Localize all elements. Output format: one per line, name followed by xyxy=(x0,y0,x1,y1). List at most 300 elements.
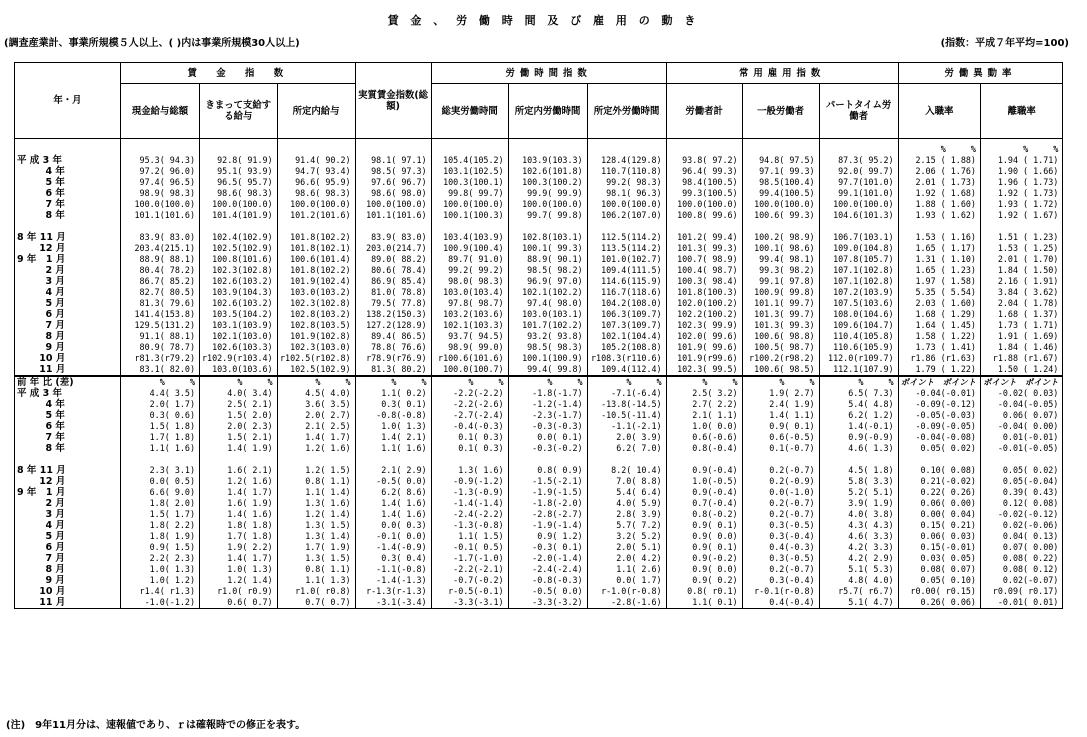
index-value-cell: 112.1(107.9) xyxy=(833,364,894,374)
yoy-value-cell: 2.0( 2.7) xyxy=(305,410,351,420)
index-value-cell: 106.7(103.1) xyxy=(833,232,894,242)
index-value-cell: 91.1( 88.1) xyxy=(139,331,195,341)
yoy-value-cell: 1.4( 2.1) xyxy=(381,432,427,442)
yoy-value-cell: 0.8( 0.9) xyxy=(537,465,583,475)
index-value-cell: 106.2(107.0) xyxy=(601,210,662,220)
yoy-value-cell: r-1.3(r-1.3) xyxy=(366,586,427,596)
index-value-cell: 101.9(102.4) xyxy=(290,276,351,286)
index-value-cell: 100.0(100.0) xyxy=(833,199,894,209)
index-value-cell: r78.9(r76.9) xyxy=(366,353,427,363)
period-label xyxy=(17,454,118,465)
yoy-value-cell: 1.3( 1.5) xyxy=(305,520,351,530)
index-value-cell: 98.6( 98.0) xyxy=(371,188,427,198)
index-value-cell: 5.35 ( 5.54) xyxy=(915,287,976,297)
yoy-value-cell: -0.5( 0.0) xyxy=(376,476,427,486)
index-value-cell: 100.6( 99.3) xyxy=(754,210,815,220)
yoy-value-cell: 1.8( 2.2) xyxy=(149,520,195,530)
index-value-cell: 100.0(100.0) xyxy=(366,199,427,209)
index-value-cell: 96.9( 97.0) xyxy=(527,276,583,286)
index-value-cell: 1.68 ( 1.29) xyxy=(915,309,976,319)
yoy-value-cell: 1.4( 1.7) xyxy=(227,487,273,497)
yoy-value-cell: 1.2( 1.4) xyxy=(305,509,351,519)
index-value-cell: 98.6( 98.3) xyxy=(217,188,273,198)
period-label: 4 年 xyxy=(17,166,65,177)
index-value-cell: 103.2(103.6) xyxy=(443,309,504,319)
index-value-cell: 80.4( 78.2) xyxy=(139,265,195,275)
yoy-value-cell: r0.09( r0.17) xyxy=(992,586,1059,596)
index-value-cell: 86.7( 85.2) xyxy=(139,276,195,286)
yoy-col-part-time-workers xyxy=(819,376,898,609)
yoy-period-column xyxy=(15,376,121,609)
yoy-value-cell: -1.9(-1.4) xyxy=(532,520,583,530)
index-value-cell: 100.6(101.4) xyxy=(290,254,351,264)
yoy-value-cell: 1.2( 1.4) xyxy=(227,575,273,585)
yoy-col-real-wage xyxy=(355,376,431,609)
index-value-cell: 116.7(118.6) xyxy=(601,287,662,297)
yoy-value-cell: 0.9( 1.5) xyxy=(149,542,195,552)
yoy-value-cell: -0.8(-0.8) xyxy=(376,410,427,420)
col-header-general-workers: 一般労働者 xyxy=(742,84,819,139)
index-col-accession-rate xyxy=(898,139,980,377)
index-value-cell xyxy=(669,221,738,232)
index-value-cell: 100.0(100.0) xyxy=(522,199,583,209)
yoy-value-cell: 2.8( 3.9) xyxy=(616,509,662,519)
yoy-value-cell: 0.1(-0.7) xyxy=(769,443,815,453)
yoy-value-cell: -2.3(-1.7) xyxy=(532,410,583,420)
index-value-cell: 99.3( 98.2) xyxy=(759,265,815,275)
index-value-cell: r108.3(r110.6) xyxy=(591,353,662,363)
yoy-value-cell: -1.0(-1.2) xyxy=(144,597,195,607)
yoy-value-cell: -1.5(-2.1) xyxy=(532,476,583,486)
yoy-value-cell: 1.8( 2.0) xyxy=(149,498,195,508)
index-value-cell: 97.4( 98.0) xyxy=(527,298,583,308)
yoy-value-cell: 0.9( 1.2) xyxy=(537,531,583,541)
yoy-value-cell: 0.0( 1.7) xyxy=(616,575,662,585)
index-value-cell: 95.1( 93.9) xyxy=(217,166,273,176)
period-label: 8 年 11 月 xyxy=(17,465,66,476)
index-value-cell: 108.0(104.6) xyxy=(833,309,894,319)
period-label: 9 月 xyxy=(17,575,65,586)
yoy-value-cell: 0.08( 0.07) xyxy=(920,564,976,574)
yoy-value-cell: 1.5( 1.7) xyxy=(149,509,195,519)
yoy-value-cell: 1.0( 0.0) xyxy=(692,421,738,431)
index-value-cell: 110.6(105.9) xyxy=(833,342,894,352)
yoy-value-cell: -2.2(-2.1) xyxy=(453,564,504,574)
index-value-cell: 96.4( 99.3) xyxy=(682,166,738,176)
index-value-cell: 91.4( 90.2) xyxy=(295,155,351,165)
index-value-cell: 1.68 ( 1.37) xyxy=(997,309,1059,319)
index-value-cell: 102.1(104.4) xyxy=(601,331,662,341)
index-value-cell: 101.9( 99.6) xyxy=(677,342,738,352)
yoy-value-cell: 0.3(-0.4) xyxy=(769,575,815,585)
yoy-value-cell: 0.07( 0.00) xyxy=(1002,542,1059,552)
yoy-value-cell: 3.2( 5.2) xyxy=(616,531,662,541)
index-value-cell: 114.6(115.9) xyxy=(601,276,662,286)
yoy-value-cell: 0.10( 0.08) xyxy=(920,465,976,475)
yoy-value-cell: -0.04(-0.05) xyxy=(997,399,1059,409)
period-label: 12 月 xyxy=(17,476,66,487)
index-value-cell: 100.0(100.0) xyxy=(601,199,662,209)
index-value-cell: 103.9(104.3) xyxy=(212,287,273,297)
index-value-cell: r1.88 (r1.67) xyxy=(992,353,1059,363)
period-label: 5 年 xyxy=(17,410,65,421)
index-col-contractual-earnings xyxy=(200,139,278,377)
yoy-col-contractual-earnings xyxy=(200,376,278,609)
index-period-column xyxy=(15,139,121,377)
yoy-value-cell: 6.2( 8.6) xyxy=(381,487,427,497)
yoy-value-cell: 0.9( 0.1) xyxy=(692,542,738,552)
period-label: 6 年 xyxy=(17,188,65,199)
index-value-cell: 102.6(103.2) xyxy=(212,298,273,308)
yoy-value-cell: 1.9( 2.2) xyxy=(227,542,273,552)
yoy-value-cell: 0.9( 0.0) xyxy=(692,531,738,541)
unit-percent: % % xyxy=(468,377,504,387)
index-value-cell: 107.5(103.6) xyxy=(833,298,894,308)
yoy-value-cell: 0.22( 0.26) xyxy=(920,487,976,497)
yoy-value-cell: 0.02(-0.07) xyxy=(1002,575,1059,585)
period-label: 12 月 xyxy=(17,243,66,254)
index-value-cell: 98.5(100.4) xyxy=(759,177,815,187)
yoy-value-cell: -1.1(-2.1) xyxy=(611,421,662,431)
index-value-cell: 103.9(103.3) xyxy=(522,155,583,165)
yoy-value-cell xyxy=(123,454,195,465)
unit-percent: % % xyxy=(626,377,662,387)
index-value-cell: 103.0(103.2) xyxy=(290,287,351,297)
index-value-cell: 203.4(215.1) xyxy=(134,243,195,253)
index-value-cell: 98.9( 98.3) xyxy=(139,188,195,198)
index-value-cell: 97.8( 98.7) xyxy=(448,298,504,308)
index-value-cell: 106.3(109.7) xyxy=(601,309,662,319)
index-value-cell: 100.4( 98.7) xyxy=(677,265,738,275)
index-value-cell: 99.4( 99.8) xyxy=(527,364,583,374)
period-label: 2 月 xyxy=(17,498,65,509)
yoy-value-cell xyxy=(745,454,815,465)
index-value-cell: 100.0(100.0) xyxy=(290,199,351,209)
period-label: 10 月 xyxy=(17,586,66,597)
col-header-total-workers: 労働者計 xyxy=(666,84,742,139)
period-label: 7 月 xyxy=(17,553,65,564)
unit-percent: % % xyxy=(237,377,273,387)
index-value-cell: 95.3( 94.3) xyxy=(139,155,195,165)
yoy-value-cell: 0.03( 0.05) xyxy=(920,553,976,563)
yoy-value-cell: 1.4(-0.1) xyxy=(848,421,894,431)
index-value-cell: 101.3( 99.3) xyxy=(677,243,738,253)
period-label: 10 月 xyxy=(17,353,66,364)
index-value-cell: 2.03 ( 1.60) xyxy=(915,298,976,308)
index-value-cell: 83.9( 83.0) xyxy=(371,232,427,242)
index-value-cell: 98.4(100.5) xyxy=(682,177,738,187)
yoy-value-cell: 5.2( 5.1) xyxy=(848,487,894,497)
yoy-value-cell: 1.0( 1.2) xyxy=(149,575,195,585)
index-value-cell: r100.6(101.6) xyxy=(438,353,504,363)
index-value-cell: 93.7( 94.5) xyxy=(448,331,504,341)
index-value-cell: 100.8( 99.6) xyxy=(677,210,738,220)
index-value-cell: 92.0( 99.7) xyxy=(838,166,894,176)
yoy-value-cell: 0.3( 0.6) xyxy=(149,410,195,420)
unit-points: ポイント ポイント xyxy=(982,377,1059,387)
index-col-real-wage xyxy=(355,139,431,377)
index-value-cell: 102.5(102.9) xyxy=(212,243,273,253)
index-value-cell: 83.9( 83.0) xyxy=(139,232,195,242)
yoy-value-cell: 0.2(-0.7) xyxy=(769,509,815,519)
yoy-value-cell: 1.8( 1.9) xyxy=(149,531,195,541)
index-value-cell: 1.93 ( 1.72) xyxy=(997,199,1059,209)
index-value-cell: 101.9(r99.6) xyxy=(677,353,738,363)
unit-percent: % % xyxy=(779,377,815,387)
index-value-cell xyxy=(822,221,894,232)
yoy-value-cell: 1.4( 1.7) xyxy=(305,432,351,442)
yoy-value-cell: 4.8( 4.0) xyxy=(848,575,894,585)
index-value-cell: 138.2(150.3) xyxy=(366,309,427,319)
yoy-value-cell: 4.2( 2.9) xyxy=(848,553,894,563)
yoy-value-cell: 1.2( 1.5) xyxy=(305,465,351,475)
index-value-cell: 98.5( 98.2) xyxy=(527,265,583,275)
index-value-cell: 101.2( 99.4) xyxy=(677,232,738,242)
yoy-value-cell: 0.06( 0.03) xyxy=(920,531,976,541)
index-value-cell: 110.4(105.8) xyxy=(833,331,894,341)
index-value-cell: 107.8(105.7) xyxy=(833,254,894,264)
index-value-cell: 1.31 ( 1.10) xyxy=(915,254,976,264)
yoy-value-cell: -0.7(-0.2) xyxy=(453,575,504,585)
yoy-value-cell: 2.3( 3.1) xyxy=(149,465,195,475)
index-value-cell: 101.8(102.2) xyxy=(290,232,351,242)
yoy-value-cell: 1.8( 1.8) xyxy=(227,520,273,530)
yoy-value-cell: 1.5( 1.8) xyxy=(149,421,195,431)
yoy-value-cell: 1.7( 1.8) xyxy=(149,432,195,442)
yoy-value-cell: 4.2( 3.3) xyxy=(848,542,894,552)
index-value-cell: 99.4( 98.1) xyxy=(759,254,815,264)
yoy-value-cell: 0.0( 0.3) xyxy=(381,520,427,530)
index-value-cell: 109.4(111.5) xyxy=(601,265,662,275)
index-value-cell: 97.4( 96.5) xyxy=(139,177,195,187)
yoy-value-cell: r1.0( r0.8) xyxy=(295,586,351,596)
period-label: 9 年 1 月 xyxy=(17,487,66,498)
yoy-value-cell: 2.0( 4.2) xyxy=(616,553,662,563)
index-value-cell: 107.3(109.7) xyxy=(601,320,662,330)
col-header-scheduled-hours: 所定内労働時間 xyxy=(508,84,587,139)
yoy-value-cell: 6.2( 7.0) xyxy=(616,443,662,453)
yoy-value-cell: 0.04( 0.13) xyxy=(1002,531,1059,541)
unit-percent: % % xyxy=(391,377,427,387)
yoy-value-cell: 8.2( 10.4) xyxy=(611,465,662,475)
yoy-value-cell: 0.05( 0.10) xyxy=(920,575,976,585)
yoy-value-cell xyxy=(280,454,351,465)
yoy-value-cell: 1.7( 1.8) xyxy=(227,531,273,541)
yoy-value-cell: 0.02(-0.06) xyxy=(1002,520,1059,530)
index-value-cell: 103.0(103.6) xyxy=(212,364,273,374)
yoy-value-cell: -2.4(-2.2) xyxy=(453,509,504,519)
index-value-cell: 1.65 ( 1.23) xyxy=(915,265,976,275)
yoy-value-cell: -2.8(-1.6) xyxy=(611,597,662,607)
yoy-value-cell: -1.1(-0.8) xyxy=(376,564,427,574)
yoy-value-cell: 1.2( 1.6) xyxy=(305,443,351,453)
col-header-cash-earnings: 現金給与総額 xyxy=(121,84,200,139)
index-value-cell: 102.3(102.8) xyxy=(290,298,351,308)
index-value-cell: 101.1(101.6) xyxy=(366,210,427,220)
yoy-value-cell: 1.3( 1.6) xyxy=(458,465,504,475)
yoy-value-cell: -1.2(-1.4) xyxy=(532,399,583,409)
index-value-cell: 97.6( 96.7) xyxy=(371,177,427,187)
yoy-value-cell: 0.3(-0.4) xyxy=(769,531,815,541)
yoy-value-cell: -0.3(-0.3) xyxy=(532,421,583,431)
yoy-value-cell: 0.3(-0.5) xyxy=(769,553,815,563)
statistics-table xyxy=(14,62,1063,609)
yoy-value-cell: -0.04( 0.00) xyxy=(997,421,1059,431)
index-value-cell: 102.1(103.0) xyxy=(212,331,273,341)
yoy-value-cell: 0.4(-0.3) xyxy=(769,542,815,552)
yoy-value-cell: -0.04(-0.01) xyxy=(915,388,976,398)
yoy-value-cell: r1.4( r1.3) xyxy=(139,586,195,596)
yoy-value-cell: -13.8(-14.5) xyxy=(601,399,662,409)
yoy-value-cell: 0.3(-0.5) xyxy=(769,520,815,530)
yoy-value-cell: -0.01(-0.05) xyxy=(997,443,1059,453)
index-value-cell: 109.0(104.8) xyxy=(833,243,894,253)
period-label xyxy=(17,221,118,232)
index-value-cell: 1.90 ( 1.66) xyxy=(997,166,1059,176)
index-value-cell: 99.9( 99.9) xyxy=(527,188,583,198)
index-value-cell: r102.5(r102.8) xyxy=(280,353,351,363)
index-value-cell: 1.97 ( 1.58) xyxy=(915,276,976,286)
period-header: 年・月 xyxy=(15,63,121,139)
yoy-value-cell: -1.3(-0.8) xyxy=(453,520,504,530)
index-value-cell: 98.1( 97.1) xyxy=(371,155,427,165)
wage-index-group-header: 賃 金 指 数 xyxy=(121,63,356,84)
index-value-cell: 128.4(129.8) xyxy=(601,155,662,165)
yoy-value-cell: 1.4( 1.6) xyxy=(381,509,427,519)
index-value-cell: 99.2( 98.3) xyxy=(606,177,662,187)
index-value-cell: 113.5(114.2) xyxy=(601,243,662,253)
yoy-value-cell: 1.1( 2.6) xyxy=(616,564,662,574)
yoy-value-cell: 0.8( r0.1) xyxy=(687,586,738,596)
index-value-cell: 102.8(103.1) xyxy=(522,232,583,242)
index-value-cell: 89.0( 88.2) xyxy=(371,254,427,264)
yoy-value-cell: -2.2(-2.6) xyxy=(453,399,504,409)
yoy-col-overtime-hours xyxy=(587,376,666,609)
index-value-cell: 109.4(112.4) xyxy=(601,364,662,374)
hours-index-group-header: 労働時間指数 xyxy=(431,63,666,84)
yoy-value-cell: 0.9( 0.0) xyxy=(692,564,738,574)
yoy-value-cell xyxy=(590,454,662,465)
yoy-value-cell: 2.1( 1.1) xyxy=(692,410,738,420)
yoy-value-cell: 0.15(-0.01) xyxy=(920,542,976,552)
index-value-cell: 1.53 ( 1.25) xyxy=(997,243,1059,253)
yoy-value-cell: 1.9( 2.7) xyxy=(769,388,815,398)
yoy-value-cell: 1.0(-0.5) xyxy=(692,476,738,486)
turnover-group-header: 労働異動率 xyxy=(898,63,1063,84)
index-value-cell: 1.73 ( 1.41) xyxy=(915,342,976,352)
yoy-value-cell: 1.5( 2.0) xyxy=(227,410,273,420)
index-value-cell: r100.2(r98.2) xyxy=(749,353,815,363)
index-value-cell: 102.2(100.2) xyxy=(677,309,738,319)
index-value-cell: 102.4(102.9) xyxy=(212,232,273,242)
yoy-value-cell: 2.5( 2.1) xyxy=(227,399,273,409)
yoy-value-cell: 0.2(-0.7) xyxy=(769,465,815,475)
index-value-cell: 100.7( 98.9) xyxy=(677,254,738,264)
index-value-cell: 102.0(100.2) xyxy=(677,298,738,308)
yoy-value-cell: 0.6(-0.5) xyxy=(769,432,815,442)
yoy-value-cell: 5.7( 7.2) xyxy=(616,520,662,530)
yoy-value-cell: 4.4( 3.5) xyxy=(149,388,195,398)
period-label: 8 月 xyxy=(17,564,65,575)
index-value-cell: 1.58 ( 1.22) xyxy=(915,331,976,341)
index-value-cell: r81.3(r79.2) xyxy=(134,353,195,363)
index-value-cell: 102.6(103.3) xyxy=(212,342,273,352)
index-value-cell: 102.3(103.0) xyxy=(290,342,351,352)
yoy-value-cell: 0.08( 0.12) xyxy=(1002,564,1059,574)
index-value-cell: 101.1(101.6) xyxy=(134,210,195,220)
yoy-value-cell: -3.1(-3.4) xyxy=(376,597,427,607)
yoy-value-cell xyxy=(202,454,273,465)
index-value-cell: 1.50 ( 1.24) xyxy=(997,364,1059,374)
yoy-value-cell: r-0.5(-0.1) xyxy=(448,586,504,596)
yoy-value-cell: 2.1( 2.5) xyxy=(305,421,351,431)
yoy-value-cell: -1.8(-1.7) xyxy=(532,388,583,398)
yoy-value-cell: -2.7(-2.4) xyxy=(453,410,504,420)
period-label: 5 年 xyxy=(17,177,65,188)
yoy-value-cell: 1.1( 1.5) xyxy=(458,531,504,541)
yoy-value-cell: 1.1( 0.1) xyxy=(692,597,738,607)
period-label: 平 成 3 年 xyxy=(17,388,63,399)
yoy-value-cell: -1.4(-1.3) xyxy=(376,575,427,585)
yoy-value-cell: 4.6( 3.3) xyxy=(848,531,894,541)
yoy-value-cell: 0.3( 0.4) xyxy=(381,553,427,563)
yoy-value-cell: 6.5( 7.3) xyxy=(848,388,894,398)
period-label: 3 月 xyxy=(17,509,65,520)
yoy-value-cell: -7.1(-6.4) xyxy=(611,388,662,398)
period-label: 4 月 xyxy=(17,287,65,298)
yoy-value-cell: 1.1( 0.2) xyxy=(381,388,427,398)
unit-percent: % % xyxy=(547,377,583,387)
index-value-cell: 103.5(104.2) xyxy=(212,309,273,319)
period-label: 9 年 1 月 xyxy=(17,254,66,265)
index-value-cell: 82.7( 80.5) xyxy=(139,287,195,297)
index-value-cell: 92.8( 91.9) xyxy=(217,155,273,165)
yoy-block-row xyxy=(15,376,1063,609)
yoy-value-cell: 6.6( 9.0) xyxy=(149,487,195,497)
period-label: 7 年 xyxy=(17,432,65,443)
yoy-value-cell: 1.6( 1.9) xyxy=(227,498,273,508)
index-value-cell xyxy=(983,221,1058,232)
yoy-value-cell: -1.7(-1.0) xyxy=(453,553,504,563)
period-label: 11 月 xyxy=(17,364,66,375)
yoy-value-cell: 1.1( 1.6) xyxy=(381,443,427,453)
yoy-value-cell: 0.8( 1.1) xyxy=(305,476,351,486)
index-value-cell: 101.8(102.1) xyxy=(290,243,351,253)
index-value-cell: 1.64 ( 1.45) xyxy=(915,320,976,330)
period-label: 8 年 xyxy=(17,210,65,221)
yoy-value-cell: 0.9( 0.1) xyxy=(769,421,815,431)
index-value-cell: 105.2(108.8) xyxy=(601,342,662,352)
yoy-value-cell: 0.21(-0.02) xyxy=(920,476,976,486)
footnote: (注) 9年11月分は、速報値であり、ｒは確報時での修正を表す。 xyxy=(6,720,306,731)
index-value-cell: 1.93 ( 1.62) xyxy=(915,210,976,220)
index-value-cell: 2.01 ( 1.70) xyxy=(997,254,1059,264)
yoy-col-accession-rate xyxy=(898,376,980,609)
yoy-value-cell: -0.01( 0.01) xyxy=(997,597,1059,607)
index-value-cell: 1.84 ( 1.46) xyxy=(997,342,1059,352)
index-value-cell xyxy=(590,221,662,232)
yoy-value-cell: 2.5( 3.2) xyxy=(692,388,738,398)
col-header-overtime-hours: 所定外労働時間 xyxy=(587,84,666,139)
yoy-value-cell: 1.4( 1.9) xyxy=(227,443,273,453)
yoy-value-cell: 2.4( 1.9) xyxy=(769,399,815,409)
index-value-cell: 3.84 ( 3.62) xyxy=(997,287,1059,297)
index-value-cell: 102.3(102.8) xyxy=(212,265,273,275)
yoy-value-cell: 4.5( 4.0) xyxy=(305,388,351,398)
yoy-value-cell: 2.7( 2.2) xyxy=(692,399,738,409)
index-value-cell: 100.9(100.4) xyxy=(443,243,504,253)
index-value-cell: 88.9( 88.1) xyxy=(139,254,195,264)
